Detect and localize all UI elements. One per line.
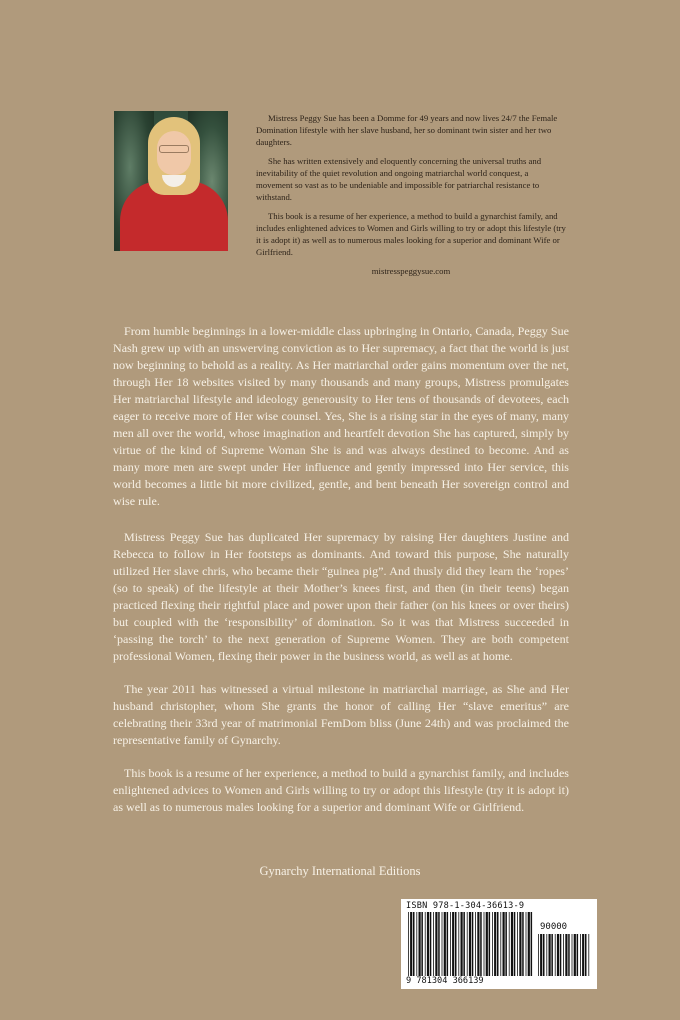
isbn-barcode-icon [408, 912, 534, 976]
bio-paragraph: Mistress Peggy Sue has been a Domme for 49 years and now lives 24/7 the Female Domination lifestyle with her slave husband, her so dominant twin sister and her two daughters. [256, 113, 558, 147]
description-paragraph: The year 2011 has witnessed a virtual milestone in matriarchal marriage, as She and Her husband christopher, whom She grants the honor of calling Her “slave emeritus” are celebrating their 33rd year of matrimonial FemDom bliss (June 24th) and was proclaimed the representative family of Gynarchy. [113, 681, 569, 748]
price-code: 90000 [540, 922, 568, 932]
photo-glasses [159, 145, 189, 153]
bio-paragraph: She has written extensively and eloquently concerning the universal truths and inevitability of the quiet revolution and ongoing matriarchal world conquest, a movement so vast as to be undeniable and impossible for patriarchal resistance to withstand. [256, 156, 542, 202]
author-photo [114, 111, 228, 251]
description-paragraph: This book is a resume of her experience, a method to build a gynarchist family, and includes enlightened advices to Women and Girls willing to try or adopt this lifestyle (try it is adopt it) as well as to numerous males looking for a superior and dominant Wife or Girlfriend. [113, 766, 569, 815]
description-paragraph: From humble beginnings in a lower-middle class upbringing in Ontario, Canada, Peggy Sue Nash grew up with an unswerving conviction as to Her supremacy, a fact that the world is just now beginning to behold as a reality. As Her matriarchal order gains momentum over the net, through Her 18 websites visited by many thousands and many groups, Mistress promulgates Her matriarchal lifestyle and ideology generousity to Her tens of thousands of devotees, each eager to receive more of Her wise counsel. Yes, She is a rising star in the eyes of many, many men all over the world, whose imagination and heartfelt devotion She has captured, simply by virtue of the kind of Supreme Woman She is and was always destined to become. And as many more men are swept under Her influence and gently impressed into Her service, this world becomes a little bit more civilized, gentle, and bent beneath Her sovereign control and wise rule. [113, 324, 569, 509]
author-bio [256, 112, 566, 284]
author-website: mistresspeggysue.com [371, 266, 451, 276]
book-description [113, 323, 569, 833]
barcode-digits: 9 781304 366139 [406, 976, 484, 986]
price-barcode-icon [538, 934, 590, 976]
photo-face [157, 131, 191, 175]
isbn-label: ISBN 978-1-304-36613-9 [406, 901, 525, 911]
publisher-imprint: Gynarchy International Editions [259, 864, 421, 878]
bio-paragraph: This book is a resume of her experience, a method to build a gynarchist family, and includes enlightened advices to Women and Girls willing to try or adopt this lifestyle (try it is adopt it) as well as to numerous males looking for a superior and dominant Wife or Girlfriend. [256, 211, 566, 257]
description-paragraph: Mistress Peggy Sue has duplicated Her supremacy by raising Her daughters Justine and Rebecca to follow in Her footsteps as dominants. And toward this purpose, She naturally utilized Her slave chris, who became their “guinea pig”. And thusly did they learn the ‘ropes’ (so to speak) of the lifestyle at their Mother’s knees first, and then (in their teens) began practiced flexing their rightful place and power upon their father (on his knees or over theirs) but coupled with the ‘responsibility’ of domination. So it was that Mistress succeeded in ‘passing the torch’ to the next generation of Supreme Women. They are both competent professional Women, flexing their power in the business world, as well as at home. [113, 529, 569, 663]
